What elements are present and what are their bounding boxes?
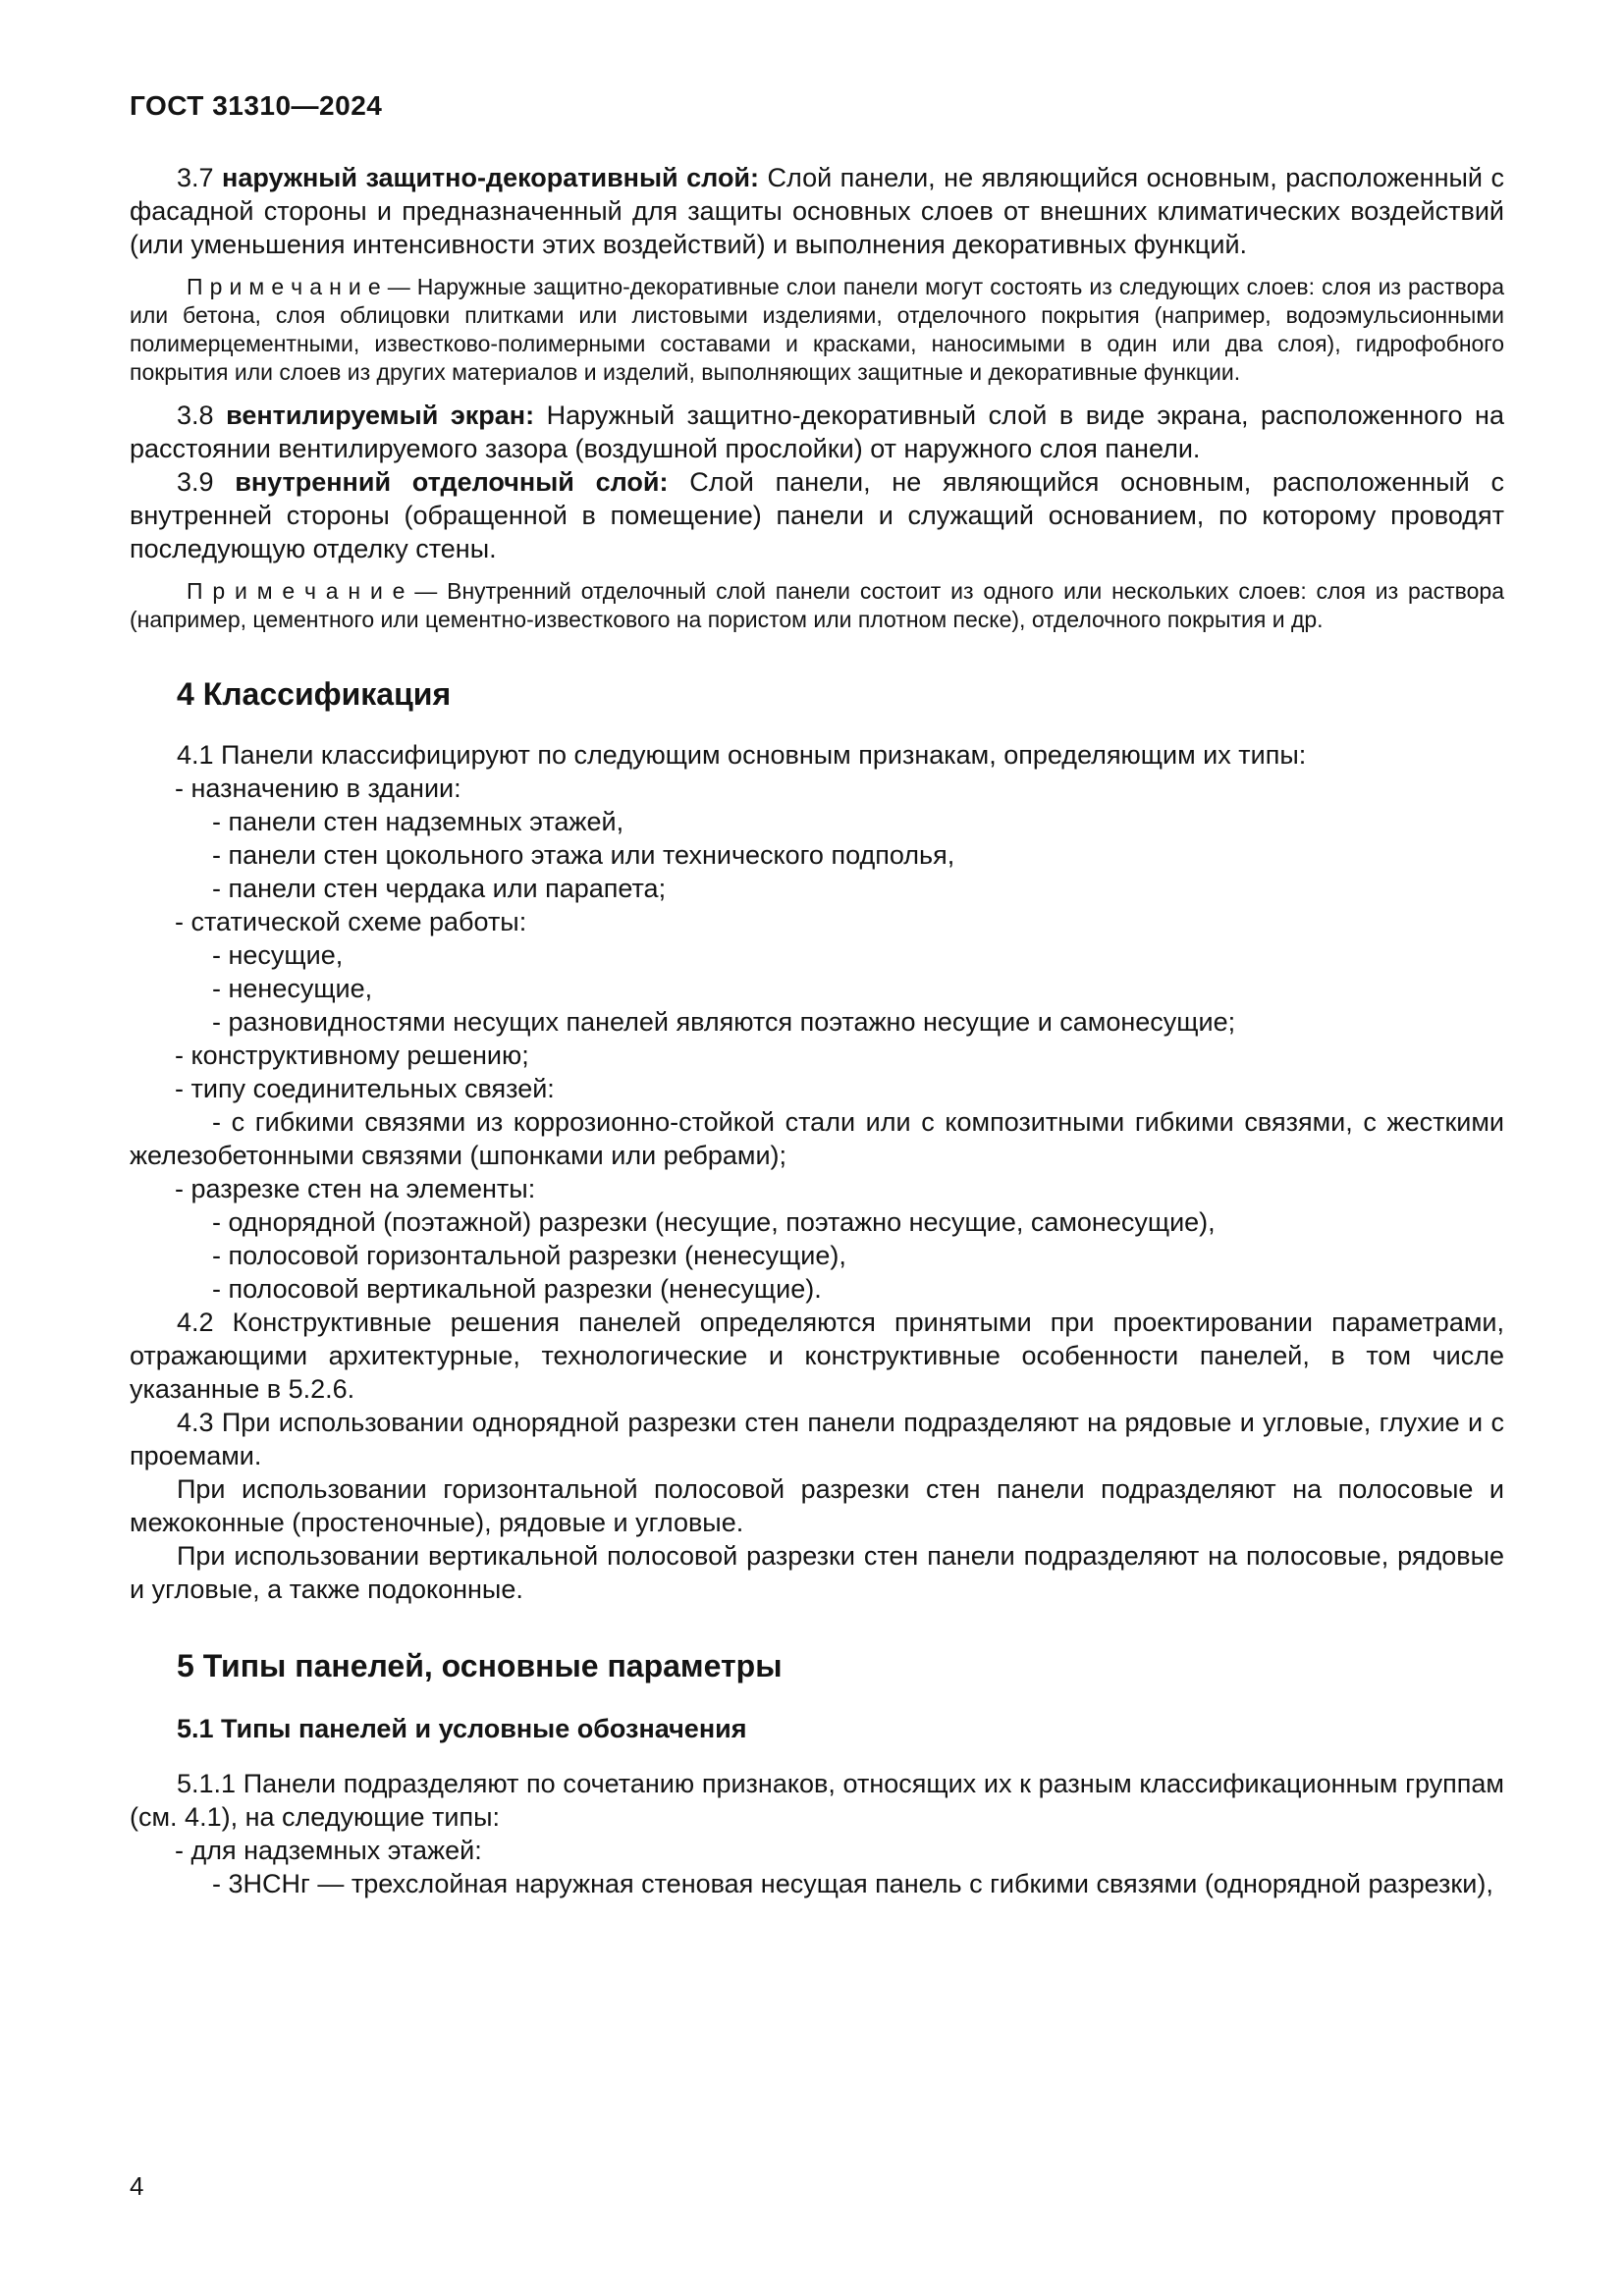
- term-name: наружный защитно-декоративный слой:: [222, 163, 760, 192]
- term-paragraph-3-8: [130, 399, 1504, 465]
- list-item: - однорядной (поэтажной) разрезки (несущие, поэтажно несущие, самонесущие),: [212, 1207, 1216, 1237]
- term-number: 3.8: [177, 400, 214, 430]
- section-heading-5: 5 Типы панелей, основные параметры: [177, 1648, 783, 1683]
- list-item: - конструктивному решению;: [175, 1041, 529, 1070]
- subsection-heading-5-1: 5.1 Типы панелей и условные обозначения: [177, 1714, 747, 1743]
- term-number: 3.9: [177, 467, 214, 497]
- paragraph-4-3-continuation-2: При использовании вертикальной полосовой разрезки стен панели подразделяют на полосовые, рядовые и угловые, а также подоконные.: [130, 1541, 1504, 1604]
- note-label: П р и м е ч а н и е: [187, 578, 406, 604]
- term-paragraph-3-9: [130, 465, 1504, 565]
- list-item: - с гибкими связями из коррозионно-стойкой стали или с композитными гибкими связями, с жесткими железобетонными связями (шпонками или ребрами);: [130, 1107, 1504, 1170]
- document-code-header: ГОСТ 31310—2024: [130, 90, 383, 121]
- term-number: 3.7: [177, 163, 214, 192]
- note-text: — Внутренний отделочный слой панели состоит из одного или нескольких слоев: слоя из раствора (например, цементного или цементно-известкового на пористом или плотном песке), отделочного покрытия и др.: [130, 578, 1504, 632]
- page-content: [130, 90, 1504, 1900]
- list-item: - назначению в здании:: [175, 774, 461, 803]
- list-item: - разновидностями несущих панелей являются поэтажно несущие и самонесущие;: [212, 1007, 1236, 1037]
- term-definition: Наружный защитно-декоративный слой в виде экрана, расположенного на расстоянии вентилируемого зазора (воздушной прослойки) от наружного слоя панели.: [130, 400, 1504, 463]
- list-item: - ненесущие,: [212, 974, 373, 1003]
- list-item: - полосовой вертикальной разрезки (ненесущие).: [212, 1274, 822, 1304]
- note-text: — Наружные защитно-декоративные слои панели могут состоять из следующих слоев: слоя из раствора или бетона, слоя облицовки плитками или листовыми изделиями, отделочного покрытия (например, водоэмульсионными полимерцементными, известково-полимерными составами и красками, наносимыми в один или два слоя), гидрофобного покрытия или слоев из других материалов и изделий, выполняющих защитные и декоративные функции.: [130, 274, 1504, 385]
- term-definition: Слой панели, не являющийся основным, расположенный с внутренней стороны (обращенной в помещение) панели и служащий основанием, по которому проводят последующую отделку стены.: [130, 467, 1504, 563]
- note-label: П р и м е ч а н и е: [187, 274, 381, 299]
- list-item: - панели стен чердака или парапета;: [212, 874, 667, 903]
- list-item: - панели стен цокольного этажа или технического подполья,: [212, 840, 955, 870]
- paragraph-5-1-1: 5.1.1 Панели подразделяют по сочетанию признаков, относящих их к разным классификационным группам (см. 4.1), на следующие типы:: [130, 1769, 1504, 1832]
- list-item: - панели стен надземных этажей,: [212, 807, 624, 836]
- term-name: внутренний отделочный слой:: [235, 467, 669, 497]
- list-item: - типу соединительных связей:: [175, 1074, 555, 1103]
- list-item: - 3НСНг — трехслойная наружная стеновая несущая панель с гибкими связями (однорядной разрезки),: [212, 1869, 1493, 1898]
- list-item: - несущие,: [212, 940, 344, 970]
- list-item: - полосовой горизонтальной разрезки (ненесущие),: [212, 1241, 846, 1270]
- note-after-3-9: [130, 577, 1504, 634]
- paragraph-4-1: 4.1 Панели классифицируют по следующим основным признакам, определяющим их типы:: [177, 740, 1307, 770]
- list-item: - статической схеме работы:: [175, 907, 527, 936]
- list-item: - для надземных этажей:: [175, 1836, 482, 1865]
- section-heading-4: 4 Классификация: [177, 676, 452, 712]
- term-name: вентилируемый экран:: [226, 400, 535, 430]
- paragraph-4-2: 4.2 Конструктивные решения панелей определяются принятыми при проектировании параметрами, отражающими архитектурные, технологические и конструктивные особенности панелей, в том числе указанные в 5.2.6.: [130, 1308, 1504, 1404]
- paragraph-4-3: 4.3 При использовании однорядной разрезки стен панели подразделяют на рядовые и угловые, глухие и с проемами.: [130, 1408, 1504, 1470]
- term-paragraph-3-7: [130, 161, 1504, 261]
- term-definition: Слой панели, не являющийся основным, расположенный с фасадной стороны и предназначенный для защиты основных слоев от внешних климатических воздействий (или уменьшения интенсивности этих воздействий) и выполнения декоративных функций.: [130, 163, 1504, 259]
- page-number: 4: [130, 2171, 144, 2201]
- note-after-3-7: [130, 273, 1504, 387]
- paragraph-4-3-continuation-1: При использовании горизонтальной полосовой разрезки стен панели подразделяют на полосовые и межоконные (простеночные), рядовые и угловые.: [130, 1474, 1504, 1537]
- list-item: - разрезке стен на элементы:: [175, 1174, 536, 1203]
